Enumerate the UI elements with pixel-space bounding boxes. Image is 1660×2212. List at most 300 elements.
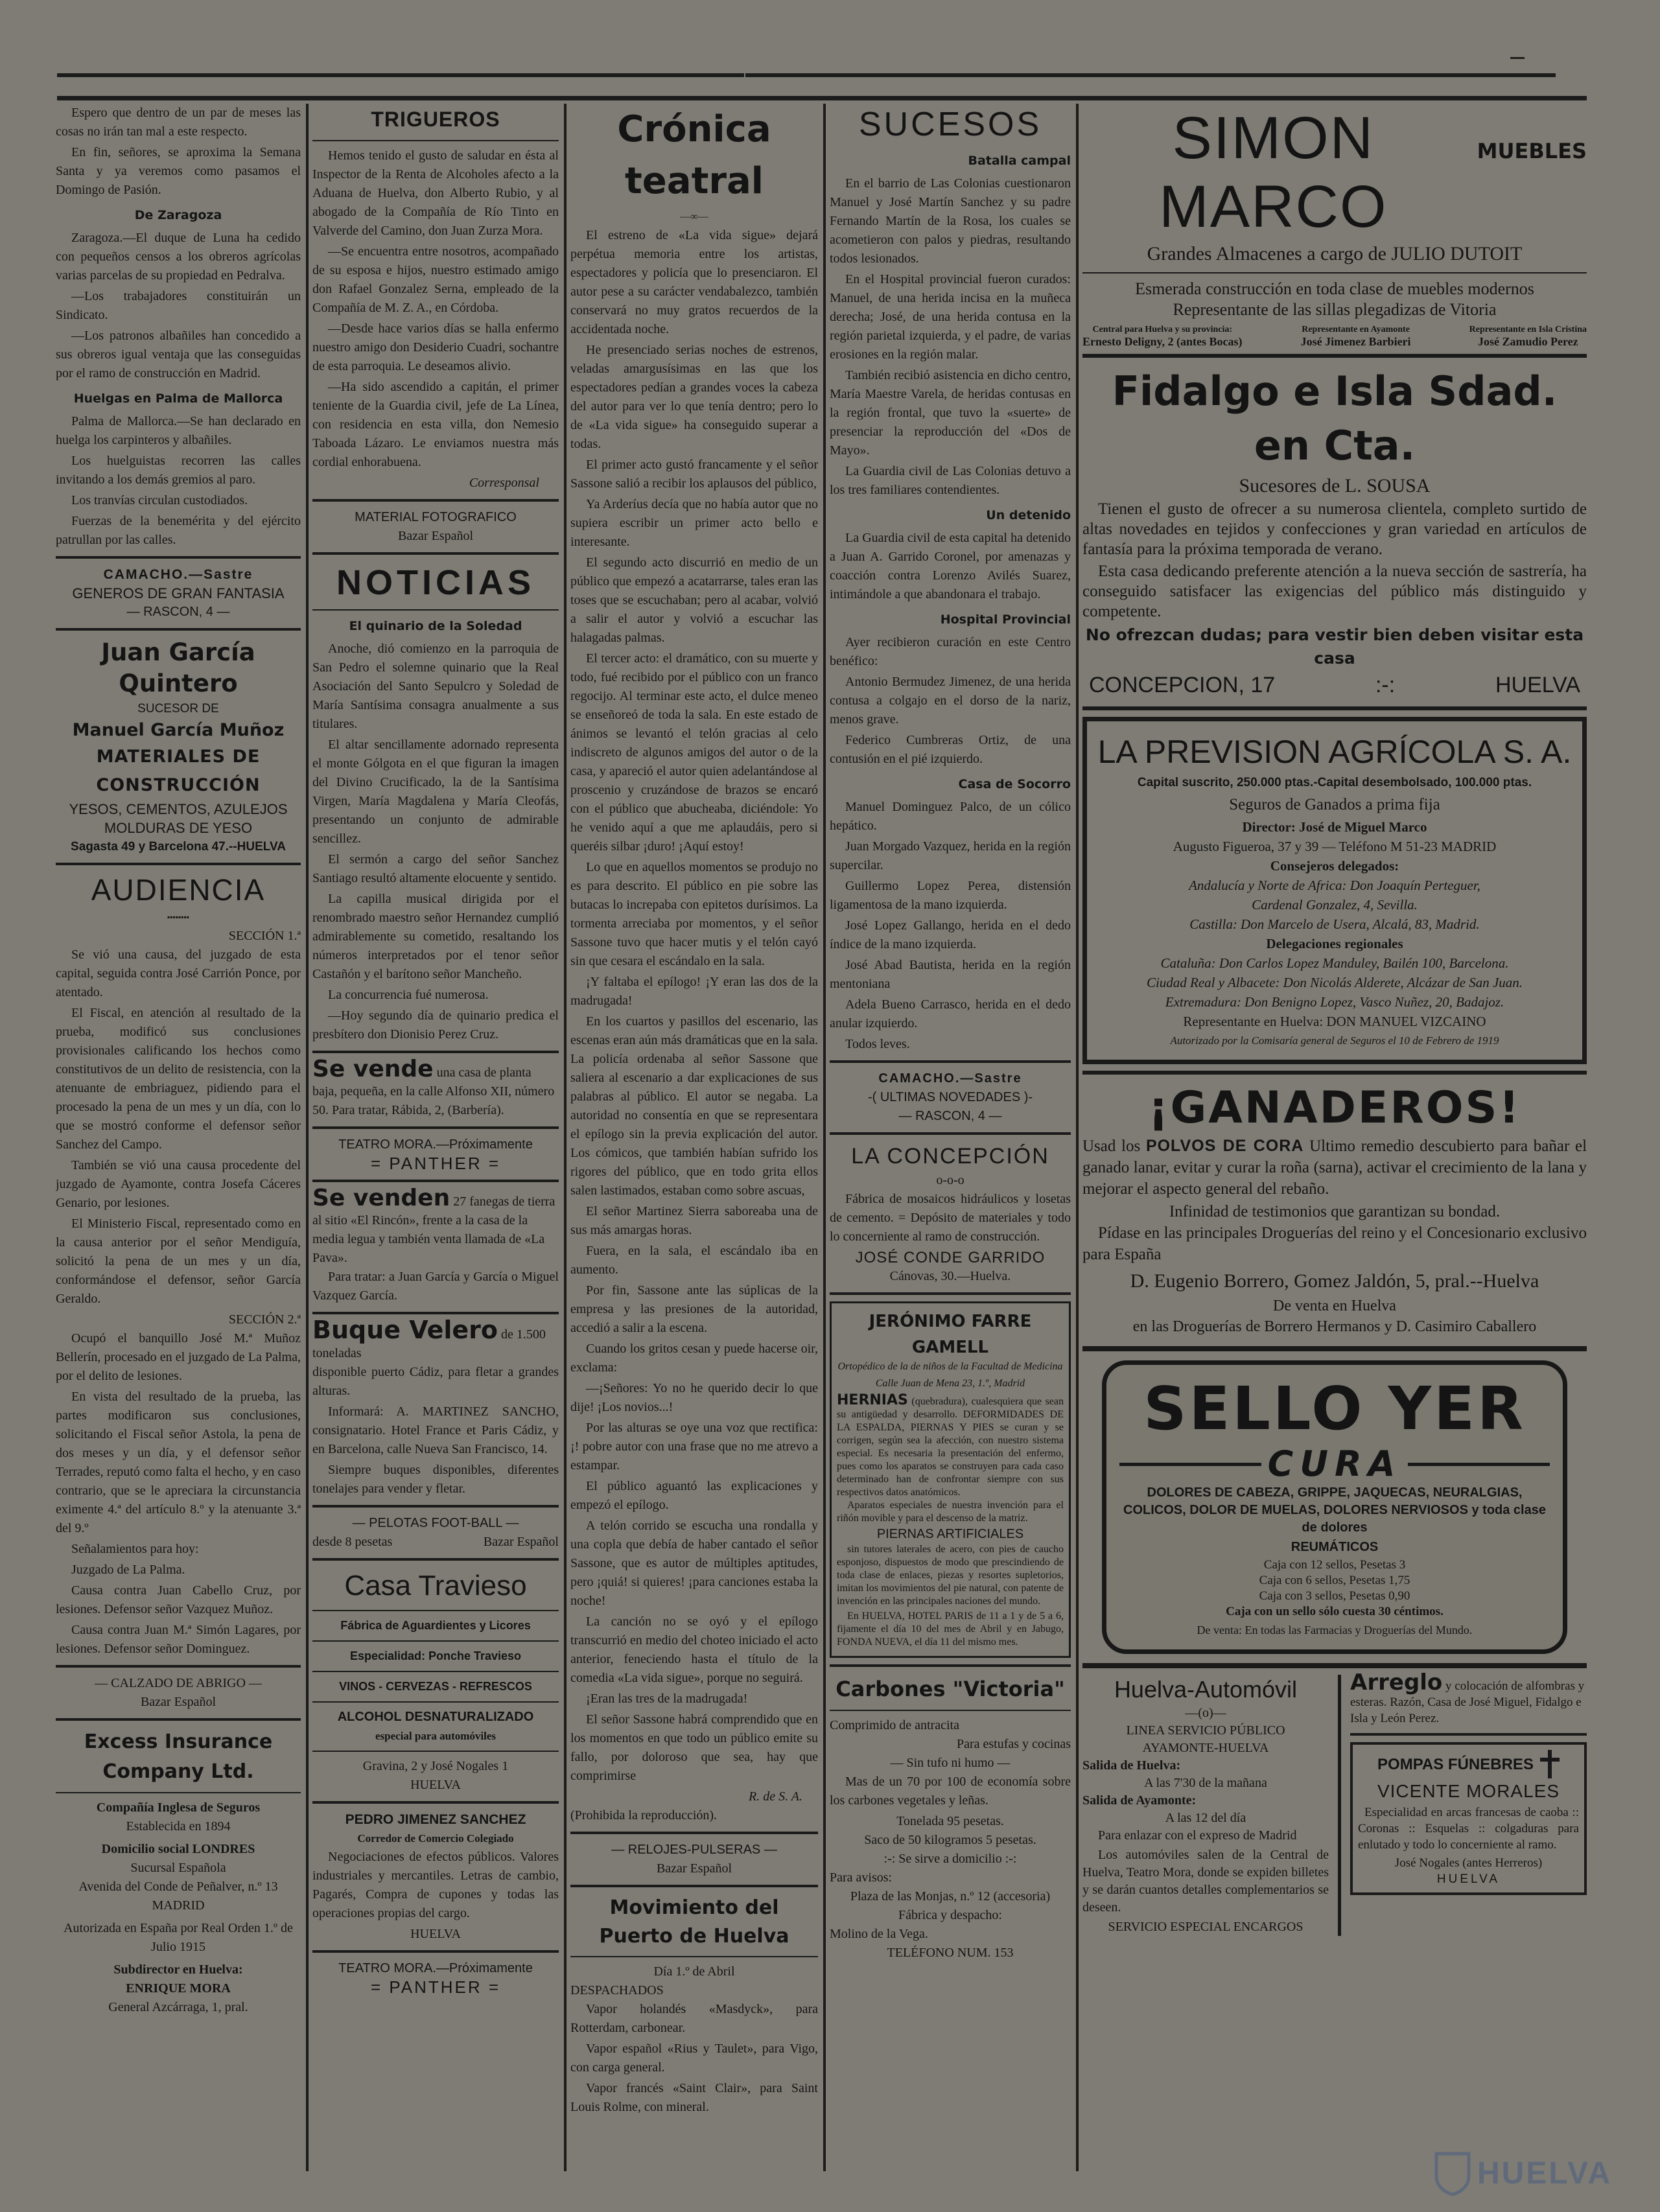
simon-rep-2 (1301, 324, 1411, 347)
simon-l3: Representante de las sillas plegadizas de Vitoria (1173, 300, 1497, 319)
quinario-heading: El quinario de la Soledad (349, 619, 522, 633)
separator (312, 1505, 559, 1508)
excess-rule (56, 1792, 301, 1793)
se-venden-text-2: Para tratar: a Juan García y García o Miguel Vazquez García. (312, 1270, 559, 1303)
panther-2: = PANTHER = (370, 1977, 501, 1997)
camacho-line: GENEROS DE GRAN FANTASIA (72, 585, 285, 601)
farre-text-2: Aparatos especiales de nuestra invención para el riñón movible y para el descenso de la matriz. (837, 1500, 1064, 1524)
camacho2-name: CAMACHO.—Sastre (878, 1071, 1022, 1086)
buque-small: de 1.500 toneladas (312, 1327, 546, 1360)
audiencia-p5: Ocupó el banquillo José M.ª Muñoz Bellerín, procesado en el juzgado de La Palma, por el delito de lesiones. (56, 1331, 301, 1383)
sello-p4: Caja con un sello sólo cuesta 30 céntimos. (1226, 1605, 1444, 1618)
carbones-title: Carbones "Victoria" (836, 1677, 1065, 1701)
separator (1082, 1663, 1587, 1668)
sello-prices (1119, 1557, 1550, 1620)
right-bottom-ads (1350, 1670, 1587, 1936)
sello-l2: REUMÁTICOS (1291, 1540, 1379, 1554)
top-rule-right (745, 73, 1556, 77)
sucesos-p7: Antonio Bermudez Jimenez, de una herida contusa a colgajo en el dorso de la nariz, menos grave. (830, 675, 1071, 727)
hauto-l2: AYAMONTE-HUELVA (1142, 1741, 1269, 1755)
carbones-l2: Para estufas y cocinas (956, 1737, 1071, 1751)
sucesos-p11: Guillermo Lopez Perea, distensión ligamentosa de la mano izquierda. (830, 879, 1071, 912)
separator (570, 1832, 818, 1834)
concepcion-ad (830, 1141, 1071, 1286)
huelgas-p2: Los huelguistas recorren las calles invitando a los demás gremios al paro. (56, 454, 301, 487)
audiencia-p1: Se vió una causa, del juzgado de esta capital, seguida contra José Carrión Ponce, por atentado. (56, 948, 301, 999)
simon-header (1082, 104, 1587, 241)
hospital-heading: Hospital Provincial (940, 612, 1071, 627)
ganaderos-p5: De venta en Huelva (1273, 1298, 1396, 1314)
cronica-p10: El señor Martinez Sierra saboreaba una de sus más amargas horas. (570, 1204, 818, 1237)
sello-rule-right (1408, 1463, 1550, 1466)
camacho2-l1: -( ULTIMAS NOVEDADES )- (867, 1090, 1033, 1104)
sucesos-p10: Juan Morgado Vazquez, herida en la región supercilar. (830, 839, 1071, 872)
pjs-title: PEDRO JIMENEZ SANCHEZ (345, 1812, 526, 1827)
camacho-ad (56, 565, 301, 622)
concepcion-text: Fábrica de mosaicos hidráulicos y losetas de cemento. = Depósito de materiales y todo lo concerniente al ramo de construcción. (830, 1192, 1071, 1244)
section-1: SECCIÓN 1.ª (228, 929, 301, 943)
noticias-title: NOTICIAS (336, 563, 535, 602)
excess-ad (56, 1727, 301, 2017)
farre-hernias: HERNIAS (837, 1392, 908, 1408)
excess-l10: General Azcárraga, 1, pral. (108, 2000, 248, 2014)
travieso-title: Casa Travieso (344, 1570, 527, 1601)
excess-l8: Subdirector en Huelva: (113, 1962, 243, 1977)
prevision-l3: Director: José de Miguel Marco (1242, 819, 1427, 835)
simon-l1: Grandes Almacenes a cargo de JULIO DUTOIT (1147, 243, 1523, 264)
simon-rep-3-label: Representante en Isla Cristina (1469, 325, 1587, 334)
prevision-l10: Cataluña: Don Carlos Lopez Manduley, Bailén 100, Barcelona. (1160, 955, 1509, 971)
title-rule (570, 1956, 818, 1957)
garcia-name: Juan García Quintero (101, 638, 255, 697)
ganaderos-p2: Infinidad de testimonios que garantizan su bondad. (1169, 1203, 1501, 1220)
separator (56, 628, 301, 631)
hauto-l6: A las 12 del día (1165, 1811, 1246, 1825)
trigueros-p1: Hemos tenido el gusto de saludar en ésta al Inspector de la Renta de Alcoholes afecto a la Aduana de Huelva, don Alberto Rubio, y al abogado de la Compañía de Río Tinto en Valverde del Camino, don Juan Zurza Mora. (312, 148, 559, 238)
fidalgo-address (1082, 670, 1587, 700)
audiencia-p8: Juzgado de La Palma. (71, 1563, 185, 1577)
simon-marco-ad (1082, 104, 1587, 347)
farre-l1: Ortopédico de la de niños de la Facultad de Medicina (837, 1361, 1063, 1372)
ganaderos-p4: D. Eugenio Borrero, Gomez Jaldón, 5, pral.--Huelva (1130, 1270, 1539, 1292)
sello-rule-left (1119, 1463, 1261, 1466)
pompas-ad (1350, 1742, 1587, 1895)
pjs-sub: Corredor de Comercio Colegiado (357, 1832, 514, 1845)
se-venden-small: 27 fanegas de tierra al sitio «El Rincón», (312, 1194, 555, 1228)
separator (56, 863, 301, 865)
buque-text: disponible puerto Cádiz, para fletar a grandes alturas. (312, 1365, 559, 1398)
arreglo-ad (1350, 1670, 1587, 1727)
sucesos-p15: Todos leves. (845, 1037, 910, 1051)
header-rule (57, 96, 1587, 100)
prevision-l1: Capital suscrito, 250.000 ptas.-Capital desembolsado, 100.000 ptas. (1137, 776, 1532, 789)
fidalgo-p3: No ofrezcan dudas; para vestir bien deben visitar esta casa (1085, 625, 1584, 668)
col-divider-1 (306, 104, 309, 2171)
separator (1350, 1733, 1587, 1736)
sucesos-p5: La Guardia civil de esta capital ha detenido a Juan A. Garrido Coronel, por amenazas y coacción contra Lorenzo Avilés Suarez, intimándole a que abandonara el trabajo. (830, 531, 1071, 601)
cronica-p13: Cuando los gritos cesan y puede hacerse oir, exclama: (570, 1342, 818, 1375)
carbones-l10: Fábrica y despacho: (898, 1908, 1002, 1922)
separator (312, 552, 559, 555)
farre-l2: Calle Juan de Mena 23, 1.º, Madrid (875, 1378, 1025, 1389)
relojes-title: — RELOJES-PULSERAS — (611, 1843, 777, 1857)
travieso-rule (312, 1610, 559, 1611)
panther-1: = PANTHER = (370, 1154, 501, 1173)
pompas-title: POMPAS FÚNEBRES (1377, 1755, 1534, 1773)
trigueros-p2: —Se encuentra entre nosotros, acompañado de su esposa e hijos, nuestro estimado amigo don Rafael Gonzalez Serna, empleado de la Compañía de M. Z. A., en Córdoba. (312, 244, 559, 315)
prevision-l9: Delegaciones regionales (1266, 936, 1403, 951)
prevision-ad (1082, 717, 1587, 1064)
cronica-p19: ¡Eran las tres de la madrugada! (586, 1692, 748, 1706)
zaragoza-heading: De Zaragoza (134, 208, 222, 222)
fidalgo-addr-street: CONCEPCION, 17 (1089, 673, 1276, 697)
cronica-p16: El público aguantó las explicaciones y empezó el epílogo. (570, 1479, 818, 1512)
col-divider-4 (1076, 104, 1079, 2171)
hauto-l7: Para enlazar con el expreso de Madrid (1098, 1828, 1297, 1843)
separator (1082, 354, 1587, 358)
farre-text-3: sin tutores laterales de acero, con pies de caucho esponjoso, dispuestos de modo que prescindiendo de toda clase de enlaces, piezas y resortes supletorios, imitan los movimientos del pie natural, con patente de invención en las principales naciones del mundo. (837, 1544, 1064, 1607)
top-dash (1510, 57, 1525, 59)
cronica-p5: El segundo acto discurrió en medio de un público que empezó a acatarrarse, tales eran las toses que se escuchaban; pero al acabar, volvió a salir el autor y volvió a escuchar las halagadas palmas. (570, 555, 818, 645)
pompas-address: José Nogales (antes Herreros) (1394, 1856, 1543, 1870)
separator (570, 1885, 818, 1887)
audiencia-title: AUDIENCIA (91, 873, 266, 907)
separator (312, 1558, 559, 1561)
prevision-l13: Representante en Huelva: DON MANUEL VIZCAINO (1183, 1014, 1486, 1029)
puerto-p2: Vapor español «Rius y Taulet», para Vigo, con carga general. (570, 2042, 818, 2075)
cross-icon (1540, 1750, 1560, 1778)
excess-l6: MADRID (152, 1898, 205, 1913)
excess-l9: ENRIQUE MORA (126, 1981, 231, 1996)
ganaderos-p3: Pídase en las principales Droguerías del reino y el Concesionario exclusivo para España (1082, 1224, 1587, 1263)
teatro-mora-1: TEATRO MORA.—Próximamente (338, 1137, 533, 1152)
simon-reps (1082, 324, 1587, 347)
garcia-sucesor: SUCESOR DE (137, 702, 219, 716)
excess-l3: Domicilio social LONDRES (101, 1842, 255, 1856)
prevision-l14: Autorizado por la Comisaría general de Seguros el 10 de Febrero de 1919 (1170, 1034, 1499, 1047)
garcia-l1: YESOS, CEMENTOS, AZULEJOS (69, 801, 288, 817)
arreglo-text: y colocación de alfombras y esteras. Razón, Casa de José Miguel, Fidalgo e Isla y León Perez. (1350, 1679, 1585, 1725)
se-vende-title: Se vende (312, 1056, 434, 1082)
carbones-l8: Para avisos: (830, 1870, 893, 1885)
cronica-p20: El señor Sassone habrá comprendido que en los momentos en que todo un público emite su fallo, por doloroso que sea, hay que comprimirse (570, 1712, 818, 1783)
cronica-p2: He presenciado serias noches de estrenos, veladas amargusísimas en las que los espectadores pedían a grandes voces la cabeza del autor para ver lo que tenía dentro; pero lo de «La vida sigue» ha conseguido superar a todas. (570, 343, 818, 451)
garcia-prev: Manuel García Muñoz (72, 720, 285, 740)
pjs-ad (312, 1810, 559, 1944)
separator (312, 1051, 559, 1053)
carbones-l5: Tonelada 95 pesetas. (896, 1814, 1004, 1828)
fidalgo-title: Fidalgo e Isla Sdad. en Cta. (1112, 367, 1558, 469)
zaragoza-intro-2: En fin, señores, se aproxima la Semana Santa y ya veremos como pasamos el Domingo de Pasión. (56, 145, 301, 197)
separator (312, 1950, 559, 1953)
garcia-l2: MOLDURAS DE YESO (104, 820, 253, 836)
bottom-divider (1338, 1675, 1341, 1936)
matfoto-sub: Bazar Español (397, 529, 474, 543)
ganaderos-p1b: POLVOS DE CORA (1145, 1137, 1304, 1155)
simon-rep-2-label: Representante en Ayamonte (1302, 325, 1410, 334)
buque-ad (312, 1316, 559, 1498)
sucesos-p4: La Guardia civil de Las Colonias detuvo a los tres familiares contendientes. (830, 464, 1071, 497)
puerto-day: Día 1.º de Abril (653, 1964, 735, 1979)
separator (312, 1126, 559, 1129)
farre-piernas: PIERNAS ARTIFICIALES (876, 1527, 1024, 1541)
noticias-p6: —Hoy segundo día de quinario predica el presbítero don Dionisio Perez Cruz. (312, 1008, 559, 1042)
column-4 (830, 104, 1071, 2178)
pelotas-title: — PELOTAS FOOT-BALL — (352, 1516, 519, 1530)
prevision-l2: Seguros de Ganados a prima fija (1229, 796, 1440, 813)
carbones-l3: — Sin tufo ni humo — (890, 1756, 1011, 1770)
travieso-l1: Fábrica de Aguardientes y Licores (340, 1619, 531, 1632)
fidalgo-p1: Tienen el gusto de ofrecer a su numerosa clientela, completo surtido de altas novedades en tejidos y confecciones y gran variedad en artículos de fantasía para la próxima temporada de verano. (1082, 500, 1587, 558)
batalla-heading: Batalla campal (968, 154, 1071, 168)
col-divider-3 (823, 104, 826, 2171)
travieso-rule (312, 1671, 559, 1672)
separator (830, 1132, 1071, 1135)
simon-rep-1 (1082, 324, 1243, 347)
ganaderos-p6: en las Droguerías de Borrero Hermanos y D. Casimiro Caballero (1132, 1318, 1537, 1335)
sucesos-title: SUCESOS (858, 106, 1042, 143)
pompas-city: HUELVA (1436, 1872, 1501, 1886)
column-1 (56, 104, 301, 2178)
sello-title: SELLO YER (1143, 1374, 1526, 1443)
sello-cura: CURA (1267, 1443, 1402, 1484)
huelgas-p4: Fuerzas de la benemérita y del ejército patrullan por las calles. (56, 514, 301, 547)
socorro-heading: Casa de Socorro (958, 777, 1071, 791)
se-vende-text: una casa de planta baja, pequeña, en la calle Alfonso XII, número 50. Para tratar, Rábida, 2, (Barbería). (312, 1065, 555, 1117)
farre-text-1: (quebradura), cualesquiera que sean su antigüedad y desarrollo. DEFORMIDADES DE LA ESPALDA, PIERNAS Y PIES se curan y se corrigen, según sea la afección, con nuestro sistema especial. Es necesaria la presentación del enfermo, pues como los aparatos se construyen para cada caso determinado han de confrontar siempre con sus respectivos datos anatómicos. (837, 1396, 1064, 1498)
matfoto-title: MATERIAL FOTOGRAFICO (355, 510, 517, 524)
hauto-l8: Los automóviles salen de la Central de Huelva, Teatro Mora, donde se expiden billetes y se darán cuantos detalles complementarios se deseen. (1082, 1848, 1329, 1915)
hauto-l5: Salida de Ayamonte: (1082, 1793, 1197, 1808)
prevision-l11: Ciudad Real y Albacete: Don Nicolás Alderete, Alcázar de San Juan. (1146, 975, 1523, 990)
noticias-p2: El altar sencillamente adornado representa el monte Gólgota en el que figuran la imagen del Divino Crucificado, la de la Santísima Virgen, María Magdalena y María Cleofás, presentando un conjunto de admirable sencillez. (312, 738, 559, 846)
separator (830, 1664, 1071, 1667)
simon-title: SIMON MARCO (1159, 105, 1388, 240)
calzado-ad: — CALZADO DE ABRIGO — (95, 1676, 262, 1690)
ganaderos-ad (1082, 1081, 1587, 1337)
sucesos-p1: En el barrio de Las Colonias cuestionaron Manuel y José Martín Sanchez y su padre Fernando Martín de la Rosa, los cuales se acometieron con palos y piedras, resultando todos lesionados. (830, 176, 1071, 266)
sucesos-p9: Manuel Dominguez Palco, de un cólico hepático. (830, 800, 1071, 833)
cronica-prohibida: (Prohibida la reproducción). (570, 1808, 718, 1822)
travieso-ad (312, 1567, 559, 1795)
se-venden-ad (312, 1185, 559, 1305)
noticias-p1: Anoche, dió comienzo en la parroquia de San Pedro el solemne quinario que la Real Asociación del Santo Sepulcro y Soledad de María Santísima consagra anualmente a sus titulares. (312, 642, 559, 731)
archive-watermark (1433, 2145, 1615, 2202)
hauto-l9: SERVICIO ESPECIAL ENCARGOS (1108, 1920, 1303, 1934)
travieso-l3: VINOS - CERVEZAS - REFRESCOS (339, 1680, 532, 1693)
cronica-p18: La canción no se oyó y el epílogo transcurrió en medio del choteo iniciado el acto anterior, feneciendo hasta el título de la comedia «La vida sigue», porque no seguirá. (570, 1614, 818, 1685)
column-5 (1082, 104, 1587, 2178)
zaragoza-p2: —Los trabajadores constituirán un Sindicato. (56, 289, 301, 322)
separator (312, 1801, 559, 1804)
carbones-rule (830, 1710, 1071, 1711)
puerto-despachados: DESPACHADOS (570, 1983, 664, 1997)
separator (56, 556, 301, 559)
cronica-p3: El primer acto gustó francamente y el señor Sassone salió a recibir los aplausos del público, (570, 458, 818, 491)
cronica-p11: Fuera, en la sala, el escándalo iba en aumento. (570, 1244, 818, 1277)
camacho2-ad (830, 1069, 1071, 1126)
prevision-l8: Castilla: Don Marcelo de Usera, Alcalá, 83, Madrid. (1189, 916, 1480, 932)
travieso-rule (312, 1701, 559, 1703)
ganaderos-p1 (1082, 1135, 1587, 1200)
cronica-p9: En los cuartos y pasillos del escenario, las escenas eran aún más dramáticas que en la sala. La policía ordenaba al señor Sassone que saliera al escenario a dar explicaciones de sus palabras al público. El autor se negaba. La autoridad no consentía en que se representara el epílogo sin la previa explicación del autor. Los cómicos, que también habían sufrido los rigores del público, que en todo grita ellos salen lastimados, estaban como sobre ascuas, (570, 1014, 818, 1198)
arreglo-title: Arreglo (1350, 1670, 1443, 1695)
section-2: SECCIÓN 2.ª (228, 1312, 301, 1327)
carbones-l7: :-: Se sirve a domicilio :-: (883, 1852, 1017, 1866)
buque-text-2: Informará: A. MARTINEZ SANCHO, consignatario. Hotel France et Paris Cádiz, y en Barcelona, calle Nueva San Francisco, 14. (312, 1404, 559, 1456)
simon-rep-3-value: José Zamudio Perez (1478, 335, 1578, 348)
noticias-p5: La concurrencia fué numerosa. (328, 988, 489, 1002)
sello-p2: Caja con 6 sellos, Pesetas 1,75 (1259, 1574, 1410, 1587)
sucesos-p6: Ayer recibieron curación en este Centro benéfico: (830, 635, 1071, 668)
pompas-header (1358, 1750, 1579, 1778)
carbones-l11: Molino de la Vega. (830, 1927, 928, 1941)
excess-l5: Avenida del Conde de Peñalver, n.º 13 (78, 1880, 278, 1894)
prevision-l6: Andalucía y Norte de Africa: Don Joaquín Perteguer, (1189, 878, 1480, 893)
top-rule-left (57, 73, 744, 77)
pjs-city: HUELVA (410, 1927, 461, 1941)
camacho-address: — RASCON, 4 — (126, 605, 230, 619)
cronica-p15: Por las alturas se oye una voz que rectifica: ¡! pobre autor con una frase que no me atrevo a estampar. (570, 1421, 818, 1473)
zaragoza-intro: Espero que dentro de un par de meses las cosas no irán tan mal a este respecto. (56, 106, 301, 139)
teatro-mora-2: TEATRO MORA.—Próximamente (338, 1961, 533, 1975)
buque-title: Buque Velero (312, 1316, 498, 1344)
trigueros-title: TRIGUEROS (371, 108, 500, 131)
farre-text-4: En HUELVA, HOTEL PARIS de 11 a 1 y de 5 a 6, fijamente el día 10 del mes de Abril y en Jabugo, FONDA NUEVA, el día 11 del mismo mes. (837, 1611, 1064, 1647)
shield-icon (1433, 2150, 1472, 2196)
carbones-l4: Mas de un 70 por 100 de economía sobre los carbones vegetales y leñas. (830, 1775, 1071, 1808)
pelotas-price: desde 8 pesetas (312, 1535, 393, 1549)
garcia-address: Sagasta 49 y Barcelona 47.--HUELVA (71, 840, 286, 854)
travieso-l6: Gravina, 2 y José Nogales 1 (362, 1759, 509, 1773)
farre-hernias-block (837, 1394, 1064, 1499)
huelgas-heading: Huelgas en Palma de Mallorca (73, 391, 283, 406)
garcia-ad (56, 637, 301, 856)
pompas-name: VICENTE MORALES (1377, 1781, 1560, 1801)
huelgas-p3: Los tranvías circulan custodiados. (71, 493, 248, 507)
calzado-sub: Bazar Español (140, 1695, 216, 1709)
separator (312, 499, 559, 502)
col-divider-2 (564, 104, 567, 2171)
separator (56, 1718, 301, 1721)
cronica-p14: —¡Señores: Yo no he querido decir lo que dije! ¡Los novios...! (570, 1381, 818, 1414)
fidalgo-p2: Esta casa dedicando preferente atención a la nueva sección de sastrería, ha conseguido satisfacer las exigencias del público más distinguido y competente. (1082, 563, 1587, 620)
excess-l7: Autorizada en España por Real Orden 1.º de Julio 1915 (64, 1921, 293, 1954)
noticias-p4: La capilla musical dirigida por el renombrado maestro señor Hernandez cumplió admirablemente su cometido, resaltando los números interpretados por el tenor señor Castañón y el barítono señor Mancheño. (312, 892, 559, 981)
prevision-l12: Extremadura: Don Benigno Lopez, Vasco Nuñez, 20, Badajoz. (1165, 994, 1504, 1010)
ganaderos-p1c: Ultimo remedio descubierto para bañar el ganado lanar, evitar y curar la roña (sarna), activar el crecimiento de la lana y mejorar el aspecto general del rebaño. (1082, 1137, 1587, 1198)
column-3 (570, 104, 818, 2178)
audiencia-p6: En vista del resultado de la prueba, las partes modificaron sus conclusiones, solicitando el Fiscal señor Astola, la pena de dos meses y un día, y el defensor señor Terrades, reputó como falta el hecho, y en caso contrario, que se le apreciara la circunstancia eximente 4.ª del artículo 8.º y la atenuante 3.ª del 9.º (56, 1390, 301, 1535)
prevision-l4: Augusto Figueroa, 37 y 39 — Teléfono M 51-23 MADRID (1173, 839, 1497, 854)
puerto-p1: Vapor holandés «Masdyck», para Rotterdam, carbonear. (570, 2002, 818, 2035)
simon-muebles: MUEBLES (1477, 139, 1587, 163)
fidalgo-sub: Sucesores de L. SOUSA (1239, 475, 1431, 496)
buque-text-3: Siempre buques disponibles, diferentes tonelajes para vender y fletar. (312, 1463, 559, 1496)
camacho2-l2: — RASCON, 4 — (898, 1109, 1002, 1123)
separator (312, 1312, 559, 1314)
fidalgo-ad (1082, 364, 1587, 700)
trigueros-p4: —Ha sido ascendido a capitán, el primer teniente de la Guardia civil, jefe de La Línea, con residencia en esta villa, don Nemesio Taboada Lázaro. Le enviamos nuestra más cordial enhorabuena. (312, 380, 559, 469)
separator (312, 1180, 559, 1182)
hauto-title: Huelva-Automóvil (1114, 1676, 1298, 1703)
carbones-l6: Saco de 50 kilogramos 5 pesetas. (864, 1833, 1036, 1847)
cronica-p12: Por fin, Sassone ante las súplicas de la empresa y las presiones de la autoridad, accedió a salir a la escena. (570, 1283, 818, 1335)
concepcion-title: LA CONCEPCIÓN (851, 1144, 1049, 1169)
travieso-l7: HUELVA (410, 1778, 461, 1792)
hauto-l3: Salida de Huelva: (1082, 1758, 1181, 1773)
prevision-title: LA PREVISION AGRÍCOLA S. A. (1097, 734, 1572, 770)
hauto-ornament: —(o)— (1185, 1706, 1226, 1720)
travieso-l5: especial para automóviles (375, 1730, 497, 1742)
audiencia-p3: También se vió una causa procedente del juzgado de Ayamonte, contra Josefa Cáceres Genario, por lesiones. (56, 1158, 301, 1210)
separator (56, 1665, 301, 1668)
pelotas-bazar: Bazar Español (483, 1535, 559, 1549)
trigueros-p3: —Desde hace varios días se halla enfermo nuestro amigo don Desiderio Cuadri, sochantre de esta parroquia. Le deseamos alivio. (312, 321, 559, 373)
cronica-p4: Ya Arderíus decía que no había autor que no supiera escribir un primer acto bello e interesante. (570, 497, 818, 549)
cronica-p1: El estreno de «La vida sigue» dejará perpétua memoria entre los artistas, espectadores y policía que lo presenciaron. El autor pese a su carácter vendabalezco, también conservará no muy gratos recuerdos de la accidentada noche. (570, 228, 818, 336)
excess-l4: Sucursal Española (130, 1861, 226, 1875)
travieso-l2: Especialidad: Ponche Travieso (349, 1649, 522, 1662)
cronica-p8: ¡Y faltaba el epílogo! ¡Y eran las dos de la madrugada! (570, 975, 818, 1008)
prevision-l7: Cardenal Gonzalez, 4, Sevilla. (1252, 897, 1418, 913)
sello-l3: De venta: En todas las Farmacias y Droguerías del Mundo. (1197, 1624, 1473, 1636)
hauto-l4: A las 7'30 de la mañana (1144, 1776, 1267, 1790)
audiencia-p4: El Ministerio Fiscal, representado como en la causa anterior por el señor Mendiguía, solicitó la pena de un mes y un día, conformándose el defensor, señor García Geraldo. (56, 1217, 301, 1306)
concepcion-ornament: o-o-o (936, 1173, 964, 1187)
audiencia-p2: El Fiscal, en atención al resultado de la prueba, modificó sus conclusiones provisionales calificando los hechos como constitutivos de un delito de resistencia, con la atenuante de embriaguez, pidiendo para el procesado la pena de un mes y un día, con lo que se mostró conforme el defensor señor Sanchez del Campo. (56, 1006, 301, 1152)
se-vende-ad (312, 1056, 559, 1120)
simon-rep-1-label: Central para Huelva y su provincia: (1092, 325, 1233, 334)
puerto-title: Movimiento del Puerto de Huelva (599, 1896, 789, 1948)
hauto-l1: LINEA SERVICIO PÚBLICO (1126, 1723, 1285, 1738)
simon-rule (1082, 272, 1587, 274)
pelotas-row (312, 1533, 559, 1552)
sucesos-p13: José Abad Bautista, herida en la región mentoniana (830, 958, 1071, 991)
camacho-name: CAMACHO.—Sastre (103, 567, 253, 582)
sello-cura-row (1119, 1444, 1550, 1484)
noticias-p3: El sermón a cargo del señor Sanchez Santiago resultó altamente elocuente y sentido. (312, 852, 559, 885)
fidalgo-addr-sep: :-: (1375, 673, 1396, 697)
ornament: ▪▪▪▪▪▪▪▪ (167, 913, 190, 922)
carbones-l1: Comprimido de antracita (830, 1718, 959, 1732)
sucesos-p8: Federico Cumbreras Ortiz, de una contusión en el pié izquierdo. (830, 733, 1071, 766)
concepcion-owner: JOSÉ CONDE GARRIDO (855, 1249, 1046, 1266)
cronica-p6: El tercer acto: el dramático, con su muerte y todo, fué recibido por el público con un franco regocijo. Al terminar este acto, el dulce meneo se enseñoreó de toda la sala. En este estado de ánimos se levantó el telón gracias al celo indiscreto de algunos amigos del autor o de la casa, y apareció el autor quien adelantándose al proscenio y cruzándose de brazos se encaró con el público que abucheaba, diciéndole: Yo he venido aquí a que me aplaudáis, pero si queréis silbar ¡duro! ¡Aquí estoy! (570, 651, 818, 854)
sucesos-p2: En el Hospital provincial fueron curados: Manuel, de una herida incisa en la muñeca derecha; José, de una herida contusa en la región parietal izquierda, y el padre, de varias erosiones en la región malar. (830, 272, 1071, 362)
huelva-automovil-ad (1082, 1675, 1329, 1936)
simon-rep-1-value: Ernesto Deligny, 2 (antes Bocas) (1082, 335, 1243, 348)
separator (830, 1060, 1071, 1063)
simon-rep-2-value: José Jimenez Barbieri (1300, 335, 1411, 348)
cronica-p17: A telón corrido se escucha una rondalla y una copla que debía de haber cantado el señor Sassone, que es autor de múltiples aptitudes, pero ¡quiá! si quieres! ¡para canciones estaba la noche! (570, 1519, 818, 1608)
huelgas-p1: Palma de Mallorca.—Se han declarado en huelga los carpinteros y albañiles. (56, 414, 301, 447)
audiencia-p9: Causa contra Juan Cabello Cruz, por lesiones. Defensor señor Vazquez Muñoz. (56, 1583, 301, 1616)
ganaderos-title: ¡GANADEROS! (1148, 1082, 1521, 1134)
trigueros-signature: Corresponsal (469, 476, 539, 490)
zaragoza-p1: Zaragoza.—El duque de Luna ha cedido con pequeños censos a los obreros agrícolas varias parcelas de su propiedad en Pedralva. (56, 231, 301, 283)
ganaderos-p1a: Usad los (1082, 1137, 1141, 1155)
excess-l1: Compañía Inglesa de Seguros (96, 1800, 261, 1815)
puerto-p3: Vapor francés «Saint Clair», para Saint Louis Rolme, con mineral. (570, 2081, 818, 2114)
sello-l1: DOLORES DE CABEZA, GRIPPE, JAQUECAS, NEURALGIAS, COLICOS, DOLOR DE MUELAS, DOLORES NERVIOSOS y toda clase de dolores (1123, 1485, 1546, 1535)
simon-rep-3 (1469, 324, 1587, 347)
zaragoza-p3: —Los patronos albañiles han concedido a sus obreros igual ventaja que las conseguidas por el ramo de construcción en Madrid. (56, 329, 301, 380)
se-venden-title: Se venden (312, 1185, 450, 1211)
cronica-p7: Lo que en aquellos momentos se produjo no es para descrito. El público en pie sobre las butacas lo increpaba con epitetos durísimos. La tormenta arreciaba por momentos, y el señor Sassone tuvo que hacer mutis y el telón cayó sin que cesara el escándalo en la sala. (570, 860, 818, 968)
title-rule (312, 609, 559, 611)
farre-ad (830, 1301, 1071, 1658)
